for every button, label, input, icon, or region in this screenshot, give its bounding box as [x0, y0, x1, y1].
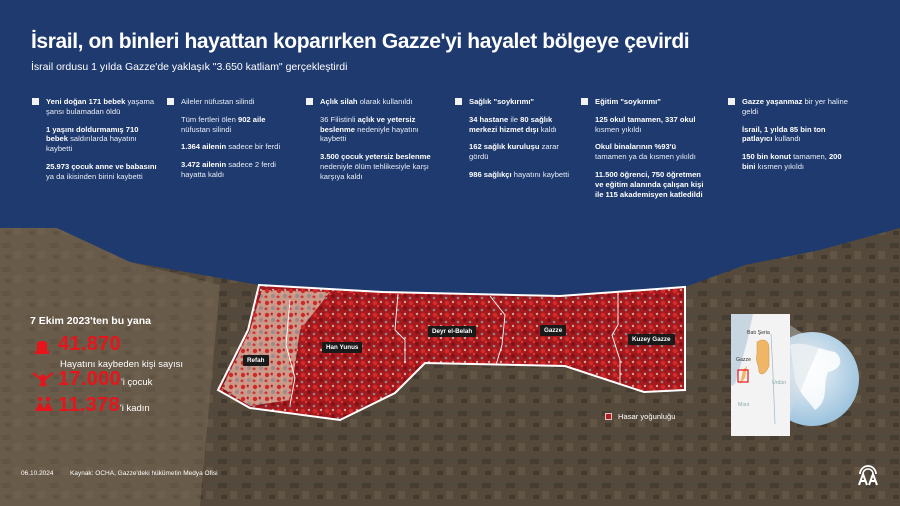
bullet-square-icon: [728, 98, 735, 105]
bullet-square-icon: [306, 98, 313, 105]
inset-label-gazze: Gazze: [736, 357, 751, 363]
fact-column-education: Eğitim "soykırımı" 125 okul tamamen, 337 okul kısmen yıkıldı Okul binalarının %93'ü tamamen ya da kısmen yıkıldı 11.500 öğrenci, 750 öğretmen ve eğitim alanında çalışan kişi ile 115 akademisyen katledildi: [581, 97, 709, 199]
stat-women: [58, 394, 150, 417]
footer-source: Kaynak: OCHA, Gazze'deki hükümetin Medya Ofisi: [70, 470, 218, 477]
women-value: 11.378: [58, 394, 120, 416]
region-label-deyr-el-belah: Deyr el-Belah: [428, 326, 476, 337]
region-label-refah: Refah: [243, 355, 269, 366]
fact-paragraph: 11.500 öğrenci, 750 öğretmen ve eğitim alanında çalışan kişi ile 115 akademisyen katledildi: [595, 169, 704, 199]
stat-children: [58, 368, 152, 391]
women-icon: [34, 396, 54, 414]
bullet-square-icon: [455, 98, 462, 105]
fact-column-babies: Yeni doğan 171 bebek yaşama şansı bulamadan öldü 1 yaşını doldurmamış 710 bebek saldırılarda hayatını kaybetti 25.973 çocuk anne ve babasını ya da ikisinden birini kaybetti: [32, 97, 162, 182]
inset-label-urdun: Ürdün: [772, 380, 787, 386]
deaths-value: 41.870: [58, 333, 121, 355]
bullet-square-icon: [167, 98, 174, 105]
footer-date: 06.10.2024: [21, 470, 54, 477]
legend-label: Hasar yoğunluğu: [618, 412, 676, 421]
fact-paragraph: 162 sağlık kuruluşu zarar gördü: [469, 142, 559, 162]
fact-paragraph: İsrail, 1 yılda 85 bin ton patlayıcı kullandı: [742, 124, 826, 144]
fact-paragraph: 34 hastane ile 80 sağlık merkezi hizmet dışı kaldı: [469, 114, 557, 134]
region-label-kuzey-gazze: Kuzey Gazze: [628, 334, 675, 345]
fact-paragraph: 3.472 ailenin sadece 2 ferdi hayatta kaldı: [181, 160, 276, 179]
fact-paragraph: 3.500 çocuk yetersiz beslenme nedeniyle ölüm tehlikesiyle karşı karşıya kaldı: [320, 152, 431, 181]
children-suffix: 'i çocuk: [120, 377, 153, 388]
fact-column-uninhabitable: Gazze yaşanmaz bir yer haline geldi İsrail, 1 yılda 85 bin ton patlayıcı kullandı 150 bin konut tamamen, 200 bini kısmen yıkıldı: [728, 97, 853, 172]
fact-paragraph: 150 bin konut tamamen, 200 bini kısmen yıkıldı: [742, 152, 842, 171]
map-legend: [605, 412, 675, 421]
page-title: İsrail, on binleri hayattan koparırken Gazze'yi hayalet bölgeye çevirdi: [31, 30, 690, 53]
fact-paragraph: 986 sağlıkçı hayatını kaybetti: [469, 169, 570, 179]
damage-swatch-icon: [605, 413, 612, 420]
region-label-han-yunus: Han Yunus: [322, 342, 362, 353]
fact-column-hunger: Açlık silah olarak kullanıldı 36 Filistinli açlık ve yetersiz beslenme nedeniyle hayatını kaybetti 3.500 çocuk yetersiz beslenme nedeniyle ölüm tehlikesiyle karşı karşıya kaldı: [306, 97, 434, 182]
fact-paragraph: 25.973 çocuk anne ve babasını ya da ikisinden birini kaybetti: [46, 161, 157, 181]
stats-heading: 7 Ekim 2023'ten bu yana: [30, 315, 151, 327]
region-label-gazze: Gazze: [540, 325, 566, 336]
bullet-square-icon: [581, 98, 588, 105]
fact-paragraph: 1 yaşını doldurmamış 710 bebek saldırılarda hayatını kaybetti: [46, 124, 139, 154]
gravestone-icon: [34, 338, 50, 354]
aa-logo-icon: [857, 462, 879, 486]
fact-column-families: Aileler nüfustan silindi Tüm fertleri ölen 902 aile nüfustan silindi 1.364 ailenin sadece bir ferdi 3.472 ailenin sadece 2 ferdi hayatta kaldı: [167, 97, 287, 180]
stat-deaths: [58, 333, 121, 356]
fact-column-health: Sağlık "soykırımı" 34 hastane ile 80 sağlık merkezi hizmet dışı kaldı 162 sağlık kuruluşu zarar gördü 986 sağlıkçı hayatını kaybetti: [455, 97, 573, 180]
inset-label-bati-seria: Batı Şeria: [747, 330, 770, 336]
women-suffix: 'i kadın: [119, 403, 150, 414]
child-icon: [32, 371, 54, 387]
fact-paragraph: Okul binalarının %93'ü tamamen ya da kısmen yıkıldı: [595, 142, 696, 162]
page-subtitle: İsrail ordusu 1 yılda Gazze'de yaklaşık "3.650 katliam" gerçekleştirdi: [31, 61, 348, 73]
fact-paragraph: 125 okul tamamen, 337 okul kısmen yıkıldı: [595, 114, 696, 134]
children-value: 17.000: [58, 368, 121, 390]
inset-label-misir: Mısır: [738, 402, 750, 408]
fact-paragraph: 1.364 ailenin sadece bir ferdi: [181, 142, 281, 152]
casualty-stats: [30, 315, 151, 327]
fact-paragraph: Tüm fertleri ölen 902 aile nüfustan silindi: [181, 114, 266, 134]
deaths-label: Hayatını kaybeden kişi sayısı: [60, 359, 184, 370]
bullet-square-icon: [32, 98, 39, 105]
fact-paragraph: 36 Filistinli açlık ve yetersiz beslenme nedeniyle hayatını kaybetti: [320, 114, 419, 144]
